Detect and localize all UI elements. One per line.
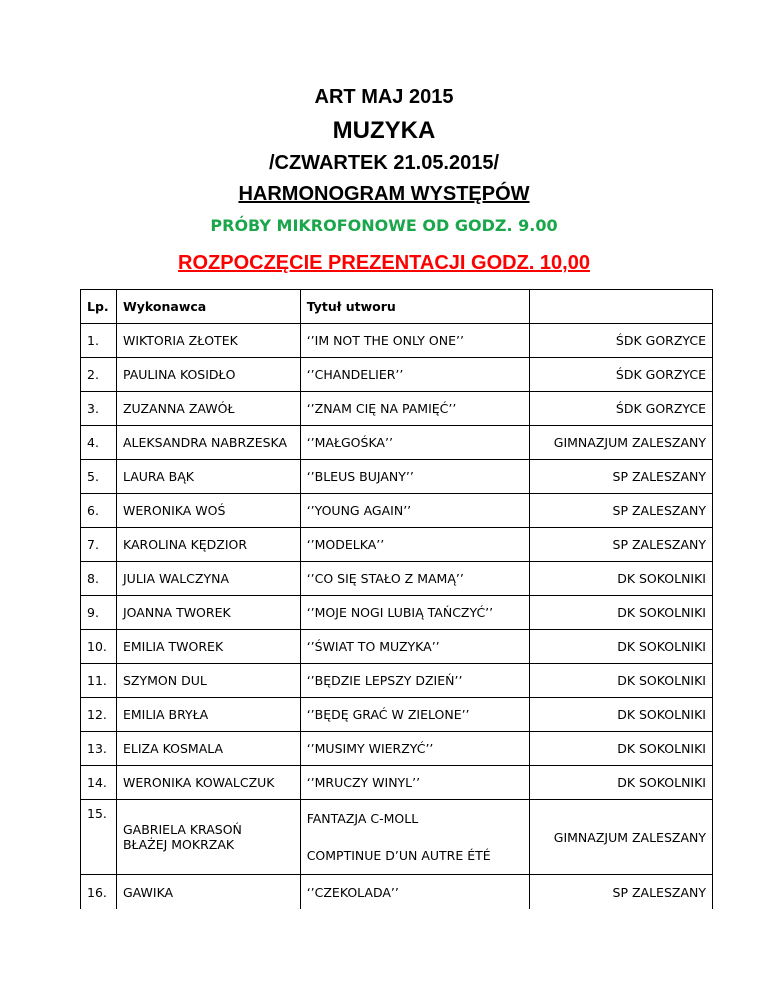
row-number: 16. [81,875,117,910]
performer-name: BŁAŻEJ MOKRZAK [122,837,235,852]
performer-cell: SZYMON DUL [116,664,300,698]
place-cell: DK SOKOLNIKI [530,664,713,698]
row-number: 14. [81,766,117,800]
place-cell: DK SOKOLNIKI [530,766,713,800]
table-row [81,800,713,875]
performer-cell: EMILIA BRYŁA [116,698,300,732]
row-number: 8. [81,562,117,596]
song-title-cell: ‘’ZNAM CIĘ NA PAMIĘĆ’’ [300,392,530,426]
date-line: /CZWARTEK 21.05.2015/ [268,152,500,174]
performer-cell: KAROLINA KĘDZIOR [116,528,300,562]
performer-cell: ELIZA KOSMALA [116,732,300,766]
performer-cell: WIKTORIA ZŁOTEK [116,324,300,358]
header-performer: Wykonawca [116,290,300,324]
place-cell: DK SOKOLNIKI [530,562,713,596]
row-number: 10. [81,630,117,664]
row-number: 7. [81,528,117,562]
row-number: 15. [81,800,117,875]
row-number: 13. [81,732,117,766]
song-title-cell: ‘’ŚWIAT TO MUZYKA’’ [300,630,530,664]
song-title-cell: ‘’MUSIMY WIERZYĆ’’ [300,732,530,766]
performer-cell [116,800,300,875]
header-lp: Lp. [81,290,117,324]
performer-cell: JULIA WALCZYNA [116,562,300,596]
table-row [81,494,713,528]
row-number: 3. [81,392,117,426]
song-title-cell: ‘’BĘDĘ GRAĆ W ZIELONE’’ [300,698,530,732]
performer-cell: WERONIKA WOŚ [116,494,300,528]
place-cell: SP ZALESZANY [530,460,713,494]
place-cell: DK SOKOLNIKI [530,596,713,630]
row-number: 5. [81,460,117,494]
table-row [81,766,713,800]
category-title: MUZYKA [332,117,436,144]
table-row [81,562,713,596]
table-row [81,460,713,494]
place-cell: GIMNAZJUM ZALESZANY [530,426,713,460]
performer-cell: ALEKSANDRA NABRZESKA [116,426,300,460]
event-title: ART MAJ 2015 [314,86,454,108]
place-cell: ŚDK GORZYCE [530,358,713,392]
song-title-cell: ‘’CHANDELIER’’ [300,358,530,392]
table-row [81,324,713,358]
place-cell: DK SOKOLNIKI [530,698,713,732]
performer-cell: EMILIA TWOREK [116,630,300,664]
row-number: 9. [81,596,117,630]
song-title-cell: ‘’MAŁGOŚKA’’ [300,426,530,460]
table-header-row [81,290,713,324]
table-row [81,392,713,426]
song-title-cell: ‘’BLEUS BUJANY’’ [300,460,530,494]
row-number: 1. [81,324,117,358]
schedule-table [80,289,713,909]
table-row [81,698,713,732]
row-number: 12. [81,698,117,732]
row-number: 6. [81,494,117,528]
schedule-heading: HARMONOGRAM WYSTĘPÓW [238,183,530,205]
performer-cell: PAULINA KOSIDŁO [116,358,300,392]
place-cell: ŚDK GORZYCE [530,324,713,358]
place-cell: GIMNAZJUM ZALESZANY [530,800,713,875]
place-cell: SP ZALESZANY [530,494,713,528]
table-row [81,426,713,460]
place-cell: DK SOKOLNIKI [530,630,713,664]
performer-cell: LAURA BĄK [116,460,300,494]
song-title: FANTAZJA C-MOLL [306,811,419,826]
song-title-cell: ‘’CO SIĘ STAŁO Z MAMĄ’’ [300,562,530,596]
place-cell: SP ZALESZANY [530,528,713,562]
row-number: 2. [81,358,117,392]
song-title-cell: ‘’MODELKA’’ [300,528,530,562]
row-number: 4. [81,426,117,460]
song-title-cell: ‘’MOJE NOGI LUBIĄ TAŃCZYĆ’’ [300,596,530,630]
start-time-note: ROZPOCZĘCIE PREZENTACJI GODZ. 10,00 [178,252,590,274]
song-title-cell: ‘’CZEKOLADA’’ [300,875,530,910]
song-title-cell: ‘’BĘDZIE LEPSZY DZIEŃ’’ [300,664,530,698]
performer-cell: JOANNA TWOREK [116,596,300,630]
performer-cell: GAWIKA [116,875,300,910]
song-title-cell: ‘’YOUNG AGAIN’’ [300,494,530,528]
header-place [530,290,713,324]
song-title-cell: ‘’MRUCZY WINYL’’ [300,766,530,800]
place-cell: DK SOKOLNIKI [530,732,713,766]
song-title: COMPTINUE D’UN AUTRE ÉTÉ [306,848,491,863]
song-title-cell: ‘’IM NOT THE ONLY ONE’’ [300,324,530,358]
table-row [81,596,713,630]
place-cell: ŚDK GORZYCE [530,392,713,426]
table-row [81,528,713,562]
table-row [81,732,713,766]
performer-cell: WERONIKA KOWALCZUK [116,766,300,800]
song-title-cell [300,800,530,875]
table-row [81,664,713,698]
table-row [81,358,713,392]
performer-name: GABRIELA KRASOŃ [122,822,242,837]
rehearsal-note: PRÓBY MIKROFONOWE OD GODZ. 9.00 [210,216,558,235]
table-row [81,875,713,910]
row-number: 11. [81,664,117,698]
place-cell: SP ZALESZANY [530,875,713,910]
header-title: Tytuł utworu [300,290,530,324]
table-row [81,630,713,664]
performer-cell: ZUZANNA ZAWÓŁ [116,392,300,426]
